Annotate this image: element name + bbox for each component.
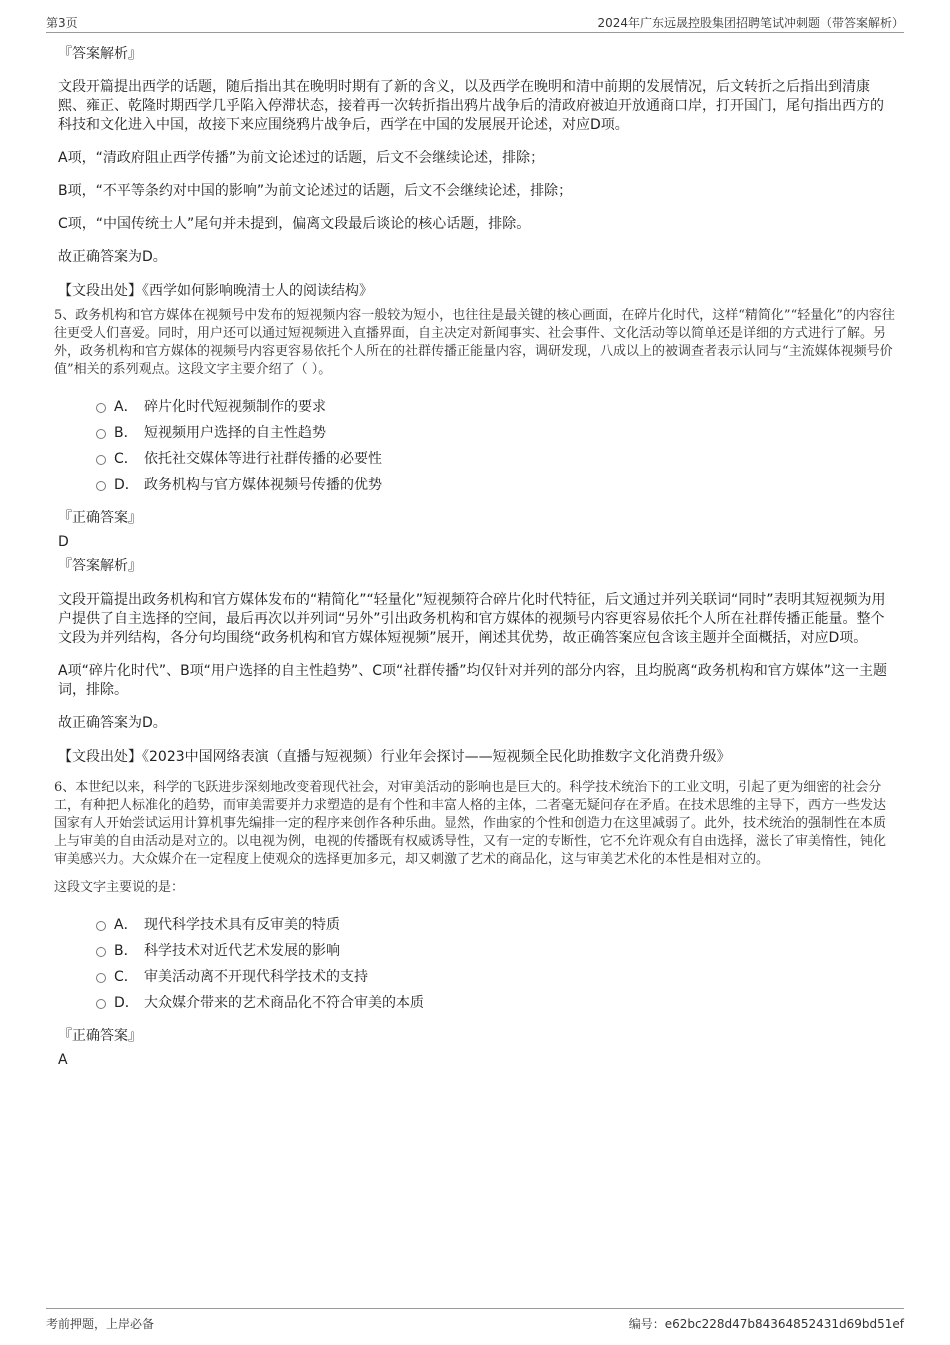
q4-analysis: 文段开篇提出西学的话题，随后指出其在晚明时期有了新的含义，以及西学在晚明和清中前期的发展情况，后文转折之后指出到清康熙、雍正、乾隆时期西学几乎陷入停滞状态，接着再一次转折指出鸦片战争后的清政府被迫开放通商口岸，打开国门，尾句指出西方的科技和文化进入中国，故接下来应围绕鸦片战争后，西学在中国的发展展开论述，对应D项。 <box>58 79 884 133</box>
radio-icon[interactable] <box>96 455 106 465</box>
radio-icon[interactable] <box>96 973 106 983</box>
page-number: 第3页 <box>46 16 78 30</box>
q5-exclude: A项“碎片化时代”、B项“用户选择的自主性趋势”、C项“社群传播”均仅针对并列的部分内容，且均脱离“政务机构和官方媒体”这一主题词，排除。 <box>58 663 887 698</box>
q5-option-b[interactable]: B． 短视频用户选择的自主性趋势 <box>96 419 896 445</box>
q4-analysis-label: 『答案解析』 <box>58 46 142 62</box>
q4-option-c-note: C项，“中国传统士人”尾句并未提到，偏离文段最后谈论的核心话题，排除。 <box>58 216 531 232</box>
q6-answer-label: 『正确答案』 <box>58 1028 142 1044</box>
radio-icon[interactable] <box>96 947 106 957</box>
radio-icon[interactable] <box>96 429 106 439</box>
q5-option-c[interactable]: C． 依托社交媒体等进行社群传播的必要性 <box>96 445 896 471</box>
q5-conclusion: 故正确答案为D。 <box>58 715 167 731</box>
q5-options <box>96 393 896 497</box>
q5-answer-label: 『正确答案』 <box>58 510 142 526</box>
q4-option-a-note: A项，“清政府阻止西学传播”为前文论述过的话题，后文不会继续论述，排除； <box>58 150 545 166</box>
q4-conclusion: 故正确答案为D。 <box>58 249 167 265</box>
q5-option-d[interactable]: D． 政务机构与官方媒体视频号传播的优势 <box>96 471 896 497</box>
q5-stem: 5、政务机构和官方媒体在视频号中发布的短视频内容一般较为短小，也往往是最关键的核心画面，在碎片化时代，这样“精简化”“轻量化”的内容往往更受人们喜爱。同时，用户还可以通过短视频进入直播界面，自主决定对新闻事实、社会事件、文化活动等以简单还是详细的方式进行了解。另外，政务机构和官方媒体的视频号内容更容易依托个人所在的社群传播正能量内容，调研发现，八成以上的被调查者表示认同与“主流媒体视频号价值”相关的系列观点。这段文字主要介绍了（ ）。 <box>54 308 895 377</box>
q5-option-a[interactable]: A． 碎片化时代短视频制作的要求 <box>96 393 896 419</box>
radio-icon[interactable] <box>96 403 106 413</box>
q4-option-b-note: B项，“不平等条约对中国的影响”为前文论述过的话题，后文不会继续论述，排除； <box>58 183 573 199</box>
document-content <box>54 44 896 1075</box>
radio-icon[interactable] <box>96 999 106 1009</box>
q5-source: 【文段出处】《2023中国网络表演（直播与短视频）行业年会探讨——短视频全民化助推数字文化消费升级》 <box>58 749 731 765</box>
q6-stem: 6、本世纪以来，科学的飞跃进步深刻地改变着现代社会，对审美活动的影响也是巨大的。科学技术统治下的工业文明，引起了更为细密的社会分工，有种把人标准化的趋势，而审美需要并力求塑造的是有个性和丰富人格的主体，二者毫无疑问存在矛盾。在技术思维的主导下，西方一些发达国家有人开始尝试运用计算机事先编排一定的程序来创作各种乐曲。显然，作曲家的个性和创造力在这里减弱了。此外，技术统治的强制性在本质上与审美的自由活动是对立的。以电视为例，电视的传播既有权威诱导性，又有一定的专断性，它不允许观众有自由选择，滋长了审美惰性，钝化审美感兴力。大众媒介在一定程度上使观众的选择更加多元，却又刺激了艺术的商品化，这与审美艺术化的本性是相对立的。 <box>54 780 887 867</box>
radio-icon[interactable] <box>96 921 106 931</box>
footer-slogan: 考前押题，上岸必备 <box>46 1317 155 1331</box>
q6-option-a[interactable]: A． 现代科学技术具有反审美的特质 <box>96 911 896 937</box>
q5-analysis-label: 『答案解析』 <box>58 558 142 574</box>
page-footer <box>46 1308 904 1333</box>
page-header <box>46 12 904 33</box>
q6-options <box>96 911 896 1015</box>
q6-option-c[interactable]: C． 审美活动离不开现代科学技术的支持 <box>96 963 896 989</box>
q5-answer: D <box>58 534 69 550</box>
q6-question: 这段文字主要说的是： <box>54 880 185 895</box>
q6-option-d[interactable]: D． 大众媒介带来的艺术商品化不符合审美的本质 <box>96 989 896 1015</box>
document-title: 2024年广东远晟控股集团招聘笔试冲刺题（带答案解析） <box>597 16 904 30</box>
q4-source: 【文段出处】《西学如何影响晚清士人的阅读结构》 <box>58 283 373 299</box>
q5-analysis: 文段开篇提出政务机构和官方媒体发布的“精简化”“轻量化”短视频符合碎片化时代特征，后文通过并列关联词“同时”表明其短视频为用户提供了自主选择的空间，最后再次以并列词“另外”引出政务机构和官方媒体的视频号内容更容易依托个人所在社群传播正能量。整个文段为并列结构，各分句均围绕“政务机构和官方媒体短视频”展开，阐述其优势，故正确答案应包含该主题并全面概括，对应D项。 <box>58 592 886 646</box>
q6-answer: A <box>58 1052 68 1068</box>
radio-icon[interactable] <box>96 481 106 491</box>
q6-option-b[interactable]: B． 科学技术对近代艺术发展的影响 <box>96 937 896 963</box>
footer-serial: 编号：e62bc228d47b84364852431d69bd51ef <box>628 1317 904 1331</box>
